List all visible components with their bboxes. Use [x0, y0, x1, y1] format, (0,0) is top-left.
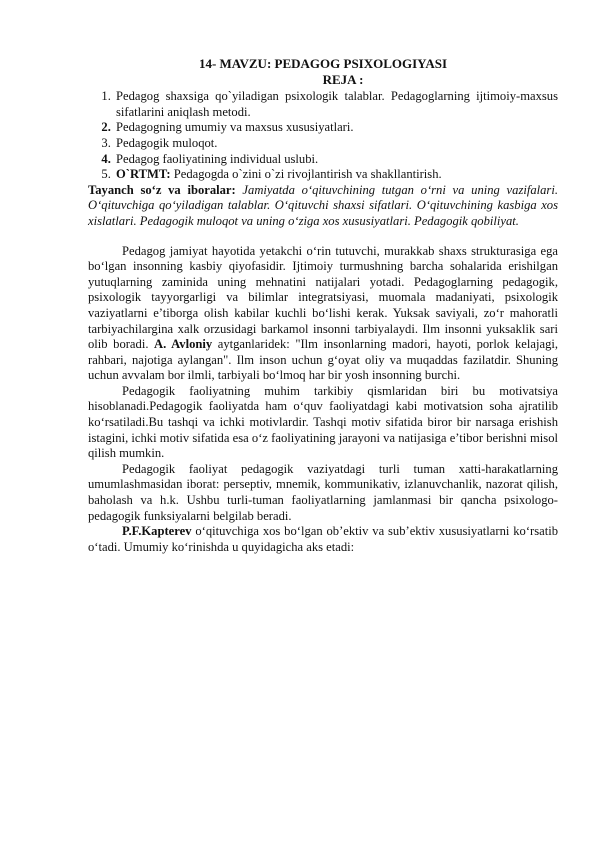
plan-item-3: 3. Pedagogik muloqot.	[114, 136, 558, 152]
paragraph-1-quote: aytganlaridek: "Ilm insonlarning madori, hayoti, porlok kelajagi, rahbari, najotiga aylangan". Ilm inson uchun g‘oyat oliy va muqaddas fazilatdir. Shuning uchun avvalam bor ilmli, tarbiyali bo‘lmoq har bir yosh insonning burchi.	[88, 337, 559, 383]
paragraph-1-text: Pedagog jamiyat hayotida yetakchi o‘rin tutuvchi, murakkab shaxs strukturasiga ega bo‘lgan insonning kasbiy qiyofasidir. Ijtimoiy turmushning barcha sohalarida erishilgan yutuqlarning zaminida uning mehnatini natijalari yotadi. Pedagoglarning pedagogik, psixologik tayyorgarligi va bilimlar integratsiyasi, muomala madaniyati, psixologik vaziyatlarni e’tiborga olish kabilar kuchli bo‘lishi kerak. Yuksak saviyali, zo‘r mahoratli tarbiyachilargina xalk orzusidagi barkamol insonni tarbiyalaydi. Ilm insonni yuksaklik sari olib boradi.	[88, 243, 558, 352]
plan-item-5	[114, 167, 558, 183]
paragraph-4-text: o‘qituvchiga xos bo‘lgan ob’ektiv va sub’ektiv xususiyatlarni ko‘rsatib o‘tadi. Umumiy ko‘rinishda u quyidagicha aks etadi:	[88, 524, 558, 554]
paragraph-4	[88, 524, 558, 555]
paragraph-2: Pedagogik faoliyatning muhim tarkibiy qismlaridan biri bu motivatsiya hisoblanadi.Pedagogik faoliyatda ham o‘quv faoliyatdagi kabi motivatsion soha ajratilib ko‘rsatiladi.Bu tashqi va ichki motivlardir. Tashqi motiv sifatida biror bir narsaga erishish istagini, ichki motiv sifatida esa o‘z faoliyatining jarayoni va natijasiga e’tibor berishni misol qilish mumkin.	[88, 383, 558, 461]
plan-item-5-text: Pedagogda o`zini o`zi rivojlantirish va shakllantirish.	[170, 167, 442, 182]
author-name: A. Avloniy	[154, 337, 213, 352]
keywords-label: Tayanch so‘z va iboralar:	[88, 182, 236, 197]
document-page	[88, 56, 558, 555]
keywords-text: Jamiyatda o‘qituvchining tutgan o‘rni va uning vazifalari. O‘qituvchiga qo‘yiladigan talablar. O‘qituvchi shaxsi sifatlari. O‘qituvchining kasbiga xos xislatlari. Pedagogik muloqot va uning o‘ziga xos xususiyatlari. Pedagogik qobiliyat.	[88, 182, 558, 228]
plan-item-5-label: O`RTMT:	[116, 167, 171, 182]
author-name-kapterev: P.F.Kapterev	[122, 524, 192, 539]
plan-item-4: 4. Pedagog faoliyatining individual uslubi.	[114, 152, 558, 168]
plan-item-2: 2. Pedagogning umumiy va maxsus xususiyatlari.	[114, 120, 558, 136]
plan-heading: REJA :	[322, 71, 364, 87]
spacer	[88, 230, 558, 244]
paragraph-3: Pedagogik faoliyat pedagogik vaziyatdagi turli tuman xatti-harakatlarning umumlashmasidan iborat: perseptiv, mnemik, kommunikativ, izlanuvchanlik, nazorat qilish, baholash va h.k. Ushbu turli-tuman faoliyatlarning jamlanmasi bir qancha psixologo-pedagogik funksiyalarni belgilab beradi.	[88, 461, 558, 523]
keywords-paragraph	[88, 183, 558, 230]
topic-title: 14- MAVZU: PEDAGOG PSIXOLOGIYASI	[198, 56, 448, 71]
plan-item-1: 1. Pedagog shaxsiga qo`yiladigan psixologik talablar. Pedagoglarning ijtimoiy-maxsus sifatlarini aniqlash metodi.	[114, 89, 558, 120]
paragraph-1	[88, 244, 558, 384]
plan-list	[88, 89, 558, 183]
